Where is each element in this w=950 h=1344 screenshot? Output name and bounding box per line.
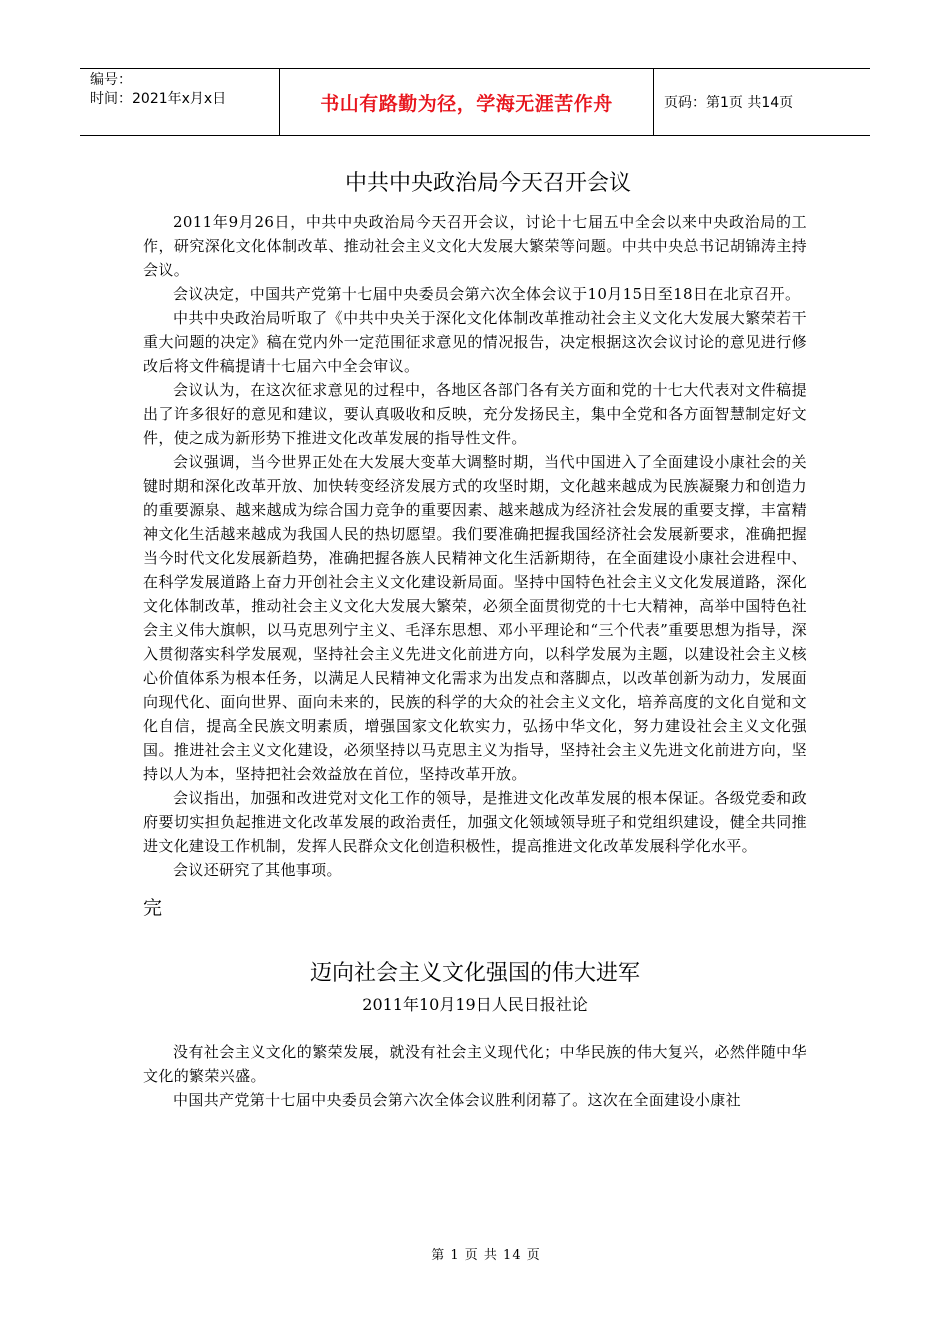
- article-1-paragraph: 会议决定，中国共产党第十七届中央委员会第六次全体会议于10月15日至18日在北京召开。: [173, 285, 801, 303]
- article-1-paragraph: 会议强调，当今世界正处在大发展大变革大调整时期，当代中国进入了全面建设小康社会的关键时期和深化改革开放、加快转变经济发展方式的攻坚时期，文化越来越成为民族凝聚力和创造力的重要源泉、越来越成为综合国力竞争的重要因素、越来越成为经济社会发展的重要支撑，丰富精神文化生活越来越成为我国人民的热切愿望。我们要准确把握我国经济社会发展新要求，准确把握当今时代文化发展新趋势，准确把握各族人民精神文化生活新期待，在全面建设小康社会进程中、在科学发展道路上奋力开创社会主义文化建设新局面。坚持中国特色社会主义文化发展道路，深化文化体制改革，推动社会主义文化大发展大繁荣，必须全面贯彻党的十七大精神，高举中国特色社会主义伟大旗帜，以马克思列宁主义、毛泽东思想、邓小平理论和“三个代表”重要思想为指导，深入贯彻落实科学发展观，坚持社会主义先进文化前进方向，以科学发展为主题，以建设社会主义核心价值体系为根本任务，以满足人民精神文化需求为出发点和落脚点，以改革创新为动力，发展面向现代化、面向世界、面向未来的，民族的科学的大众的社会主义文化，培养高度的文化自觉和文化自信，提高全民族文明素质，增强国家文化软实力，弘扬中华文化，努力建设社会主义文化强国。推进社会主义文化建设，必须坚持以马克思主义为指导，坚持社会主义先进文化前进方向，坚持以人为本，坚持把社会效益放在首位，坚持改革开放。: [143, 453, 807, 783]
- article-2-paragraph: 中国共产党第十七届中央委员会第六次全体会议胜利闭幕了。这次在全面建设小康社: [173, 1091, 741, 1109]
- article-1-paragraph: 2011年9月26日，中共中央政治局今天召开会议，讨论十七届五中全会以来中央政治局的工作，研究深化文化体制改革、推动社会主义文化大发展大繁荣等问题。中共中央总书记胡锦涛主持会议。: [143, 213, 807, 279]
- article-1-title: 中共中央政治局今天召开会议: [344, 171, 631, 196]
- article-1-paragraph: 会议还研究了其他事项。: [173, 861, 342, 879]
- time-label: 时间：2021年x月x日: [90, 91, 227, 107]
- end-mark: 完: [143, 897, 163, 919]
- number-label: 编号：: [90, 72, 132, 88]
- article-2-subtitle: 2011年10月19日人民日报社论: [362, 995, 588, 1014]
- header-page-info: 页码：第1页 共14页: [664, 95, 794, 111]
- page-footer: 第 1 页 共 14 页: [431, 1248, 541, 1263]
- document-body: [143, 168, 807, 1112]
- header-meta: [80, 69, 280, 135]
- article-1-paragraph: 会议认为，在这次征求意见的过程中，各地区各部门各有关方面和党的十七大代表对文件稿提出了许多很好的意见和建议，要认真吸收和反映，充分发扬民主，集中全党和各方面智慧制定好文件，使之成为新形势下推进文化改革发展的指导性文件。: [143, 381, 807, 447]
- article-1-paragraph: 会议指出，加强和改进党对文化工作的领导，是推进文化改革发展的根本保证。各级党委和政府要切实担负起推进文化改革发展的政治责任，加强文化领域领导班子和党组织建设，健全共同推进文化建设工作机制，发挥人民群众文化创造积极性，提高推进文化改革发展科学化水平。: [143, 789, 807, 855]
- document-header: [80, 68, 870, 136]
- article-2-title: 迈向社会主义文化强国的伟大进军: [309, 961, 640, 986]
- article-2-paragraph: 没有社会主义文化的繁荣发展，就没有社会主义现代化；中华民族的伟大复兴，必然伴随中华文化的繁荣兴盛。: [143, 1043, 807, 1085]
- article-1-paragraph: 中共中央政治局听取了《中共中央关于深化文化体制改革推动社会主义文化大发展大繁荣若干重大问题的决定》稿在党内外一定范围征求意见的情况报告，决定根据这次会议讨论的意见进行修改后将文件稿提请十七届六中全会审议。: [143, 309, 807, 375]
- header-motto: 书山有路勤为径，学海无涯苦作舟: [280, 69, 654, 135]
